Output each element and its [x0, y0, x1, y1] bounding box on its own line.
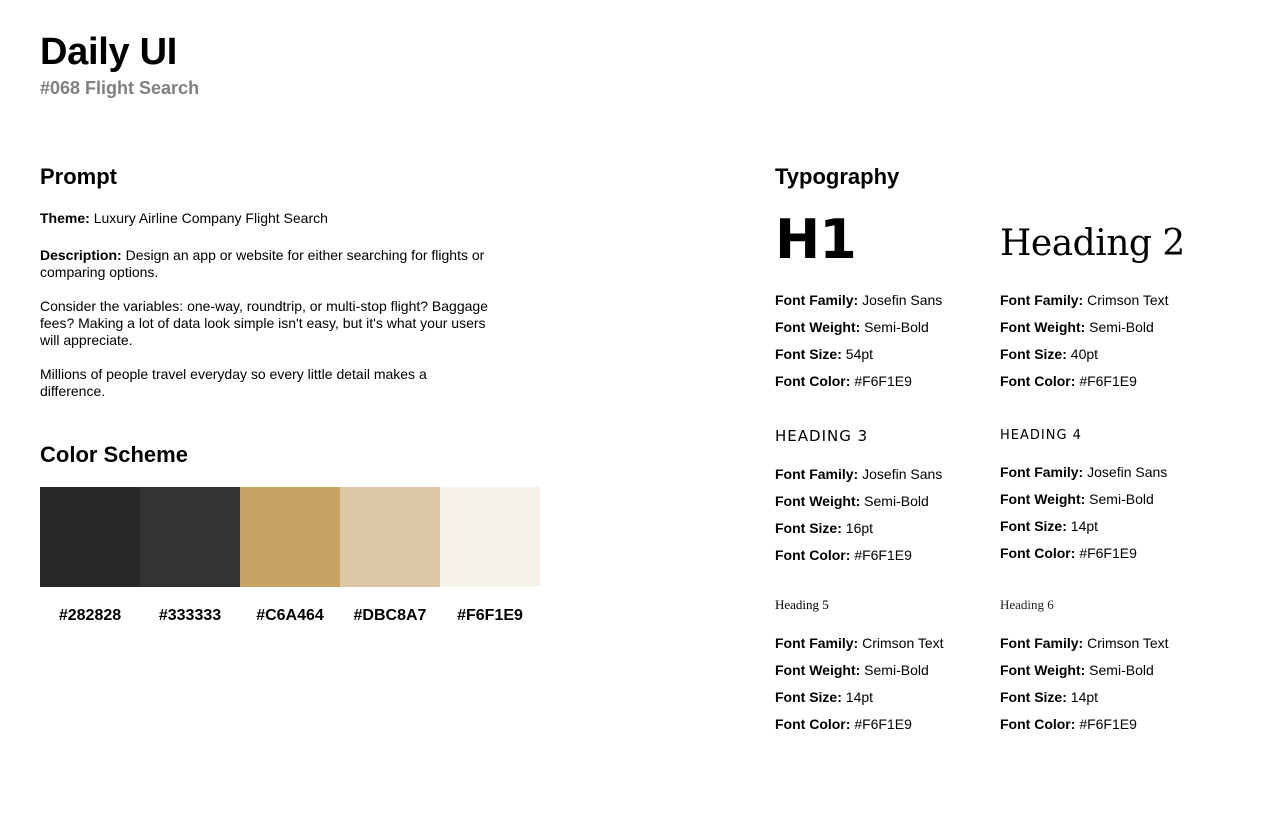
font-family-row	[775, 287, 942, 314]
h6-sample: Heading 6	[1000, 597, 1054, 612]
prompt-paragraph-1: Consider the variables: one-way, roundtrip, or multi-stop flight? Baggage fees? Making a lot of data look simple isn't easy, but it's what your users will appreciate.	[40, 298, 488, 348]
font-family-label: Font Family:	[775, 635, 859, 651]
font-size-row	[1000, 341, 1169, 368]
font-color-label: Font Color:	[1000, 545, 1076, 561]
font-size-value: 14pt	[845, 689, 874, 705]
font-size-row	[775, 341, 942, 368]
description-text	[40, 247, 510, 281]
font-color-value: #F6F1E9	[1079, 545, 1137, 561]
color-scheme-heading: Color Scheme	[40, 442, 188, 467]
font-family-value: Crimson Text	[1087, 292, 1169, 308]
font-family-value: Josefin Sans	[1087, 464, 1168, 480]
color-swatch-label: #DBC8A7	[353, 607, 427, 624]
font-color-row	[1000, 368, 1169, 395]
font-weight-value: Semi-Bold	[1089, 319, 1154, 335]
color-swatch	[40, 487, 140, 587]
h4-specs	[1000, 459, 1167, 567]
font-color-value: #F6F1E9	[1079, 373, 1137, 389]
color-swatch-label: #333333	[158, 607, 222, 624]
font-family-label: Font Family:	[775, 292, 859, 308]
prompt-heading: Prompt	[40, 164, 117, 189]
page-title: Daily UI	[40, 31, 177, 73]
page-subtitle: #068 Flight Search	[40, 78, 200, 98]
font-color-label: Font Color:	[775, 547, 851, 563]
h5-specs	[775, 630, 944, 738]
font-size-label: Font Size:	[775, 689, 842, 705]
font-weight-label: Font Weight:	[1000, 662, 1086, 678]
font-color-value: #F6F1E9	[854, 716, 912, 732]
typography-heading: Typography	[775, 164, 900, 189]
h2-specs	[1000, 287, 1169, 395]
h5-sample: Heading 5	[775, 597, 829, 612]
font-family-row	[1000, 630, 1169, 657]
theme-value: Luxury Airline Company Flight Search	[93, 210, 328, 226]
font-weight-label: Font Weight:	[775, 662, 861, 678]
font-color-label: Font Color:	[775, 716, 851, 732]
font-family-row	[1000, 287, 1169, 314]
font-family-value: Crimson Text	[1087, 635, 1169, 651]
font-family-row	[775, 630, 944, 657]
font-color-value: #F6F1E9	[1079, 716, 1137, 732]
font-weight-label: Font Weight:	[775, 493, 861, 509]
color-swatch	[140, 487, 240, 587]
font-size-value: 16pt	[845, 520, 874, 536]
font-weight-row	[1000, 486, 1167, 513]
color-swatch-labels	[40, 606, 540, 626]
font-family-label: Font Family:	[1000, 464, 1084, 480]
font-weight-value: Semi-Bold	[864, 319, 929, 335]
h2-sample: Heading 2	[1000, 223, 1185, 264]
font-color-label: Font Color:	[1000, 373, 1076, 389]
font-color-value: #F6F1E9	[854, 373, 912, 389]
font-color-row	[1000, 540, 1167, 567]
font-weight-row	[775, 488, 942, 515]
font-size-value: 54pt	[845, 346, 874, 362]
font-family-value: Josefin Sans	[862, 466, 943, 482]
font-size-label: Font Size:	[775, 520, 842, 536]
font-weight-label: Font Weight:	[775, 319, 861, 335]
h3-specs	[775, 461, 942, 569]
font-size-row	[1000, 513, 1167, 540]
font-color-label: Font Color:	[1000, 716, 1076, 732]
font-weight-row	[775, 657, 944, 684]
font-size-value: 14pt	[1070, 689, 1099, 705]
font-family-label: Font Family:	[1000, 292, 1084, 308]
font-size-label: Font Size:	[1000, 346, 1067, 362]
h4-sample: HEADING 4	[1000, 428, 1082, 443]
font-color-value: #F6F1E9	[854, 547, 912, 563]
font-family-row	[775, 461, 942, 488]
font-family-value: Crimson Text	[862, 635, 944, 651]
h1-specs	[775, 287, 942, 395]
font-family-value: Josefin Sans	[862, 292, 943, 308]
color-swatches	[40, 487, 540, 587]
font-size-row	[775, 515, 942, 542]
font-size-label: Font Size:	[1000, 689, 1067, 705]
font-weight-label: Font Weight:	[1000, 491, 1086, 507]
font-weight-value: Semi-Bold	[1089, 491, 1154, 507]
font-family-row	[1000, 459, 1167, 486]
font-weight-label: Font Weight:	[1000, 319, 1086, 335]
font-color-row	[1000, 711, 1169, 738]
description-label: Description:	[40, 247, 122, 263]
font-weight-row	[1000, 657, 1169, 684]
h3-sample: HEADING 3	[775, 427, 869, 445]
font-weight-value: Semi-Bold	[864, 493, 929, 509]
font-weight-value: Semi-Bold	[864, 662, 929, 678]
color-swatch	[240, 487, 340, 587]
font-color-row	[775, 711, 944, 738]
font-size-label: Font Size:	[775, 346, 842, 362]
font-size-value: 14pt	[1070, 518, 1099, 534]
theme-text	[40, 210, 510, 227]
theme-label: Theme:	[40, 210, 90, 226]
font-size-row	[1000, 684, 1169, 711]
font-family-label: Font Family:	[775, 466, 859, 482]
font-size-row	[775, 684, 944, 711]
font-color-row	[775, 368, 942, 395]
font-color-label: Font Color:	[775, 373, 851, 389]
font-weight-row	[775, 314, 942, 341]
font-weight-value: Semi-Bold	[1089, 662, 1154, 678]
h1-sample: H1	[775, 208, 856, 271]
description-value: Design an app or website for either searching for flights or comparing options.	[40, 247, 485, 280]
color-swatch	[340, 487, 440, 587]
color-swatch	[440, 487, 540, 587]
font-family-label: Font Family:	[1000, 635, 1084, 651]
prompt-paragraph-2: Millions of people travel everyday so every little detail makes a difference.	[40, 366, 427, 399]
color-swatch-label: #282828	[58, 607, 122, 624]
font-size-value: 40pt	[1070, 346, 1099, 362]
color-swatch-label: #C6A464	[256, 607, 324, 624]
h6-specs	[1000, 630, 1169, 738]
font-color-row	[775, 542, 942, 569]
color-swatch-label: #F6F1E9	[457, 607, 523, 624]
font-weight-row	[1000, 314, 1169, 341]
font-size-label: Font Size:	[1000, 518, 1067, 534]
